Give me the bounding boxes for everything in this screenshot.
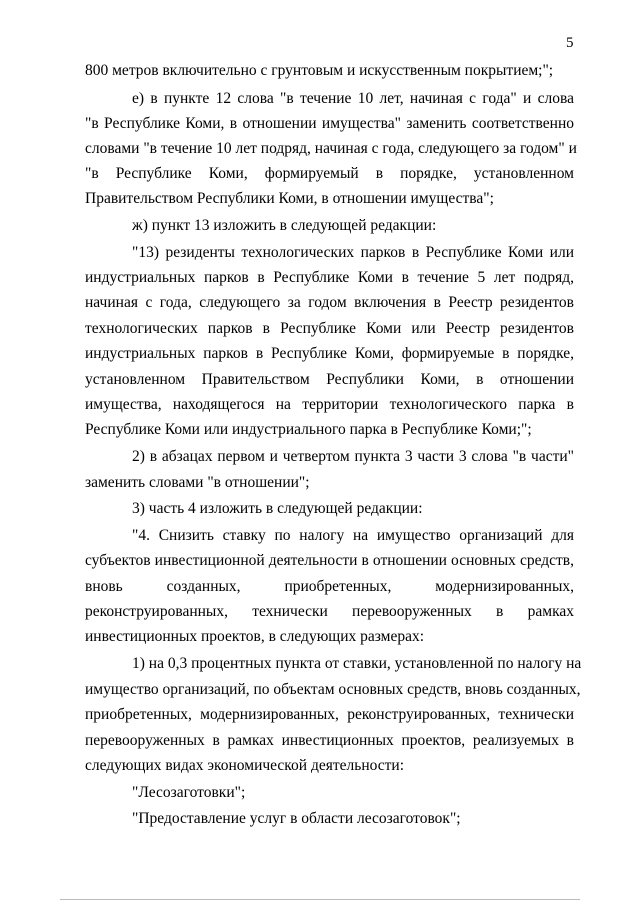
text-line: 800 метров включительно с грунтовым и искусственным покрытием;";: [85, 62, 554, 79]
text-line: 3) часть 4 изложить в следующей редакции:: [132, 500, 423, 517]
page-bottom-divider: [60, 899, 580, 900]
text-line: "Предоставление услуг в области лесозаготовок";: [132, 810, 461, 827]
text-line: "Лесозаготовки";: [132, 784, 246, 801]
text-line: ж) пункт 13 изложить в следующей редакции:: [132, 217, 437, 234]
text-line: "в Республике Коми, в отношении имущества" заменить соответственно: [85, 115, 574, 132]
text-line: словами "в течение 10 лет подряд, начиная с года, следующего за годом" и: [85, 140, 577, 157]
text-line: субъектов инвестиционной деятельности в отношении основных средств,: [85, 552, 574, 569]
page-number: 5: [566, 35, 574, 51]
text-line: Правительством Республики Коми, в отношении имущества";: [85, 190, 494, 207]
text-line: установленном Правительством Республики Коми, в отношении: [85, 371, 574, 388]
text-line: 1) на 0,3 процентных пункта от ставки, установленной по налогу на: [132, 655, 582, 672]
text-line: приобретенных, модернизированных, реконструированных, технически: [85, 706, 574, 723]
text-line: индустриальных парков в Республике Коми, формируемые в порядке,: [85, 345, 574, 362]
text-line: перевооруженных в рамках инвестиционных проектов, реализуемых в: [85, 732, 574, 749]
text-line: технологических парков в Республике Коми или Реестр резидентов: [85, 320, 574, 337]
text-line: "13) резиденты технологических парков в Республике Коми или: [132, 244, 574, 261]
text-line: заменить словами "в отношении";: [85, 474, 310, 491]
text-line: реконструированных, технически перевооруженных в рамках: [85, 603, 574, 620]
text-line: следующих видах экономической деятельности:: [85, 757, 405, 774]
text-line: индустриальных парков в Республике Коми в течение 5 лет подряд,: [85, 269, 574, 286]
text-line: "в Республике Коми, формируемый в порядке, установленном: [85, 165, 574, 182]
text-line: начиная с года, следующего за годом включения в Реестр резидентов: [85, 294, 574, 311]
text-line: 2) в абзацах первом и четвертом пункта 3 части 3 слова "в части": [132, 448, 574, 465]
text-line: Республике Коми или индустриального парка в Республике Коми;";: [85, 421, 532, 438]
text-line: е) в пункте 12 слова "в течение 10 лет, начиная с года" и слова: [132, 90, 574, 107]
text-line: вновь созданных, приобретенных, модернизированных,: [85, 578, 574, 595]
text-line: "4. Снизить ставку по налогу на имущество организаций для: [132, 527, 574, 544]
text-line: имущество организаций, по объектам основных средств, вновь созданных,: [85, 681, 581, 698]
text-line: имущества, находящегося на территории технологического парка в: [85, 396, 574, 413]
text-line: инвестиционных проектов, в следующих размерах:: [85, 628, 425, 645]
